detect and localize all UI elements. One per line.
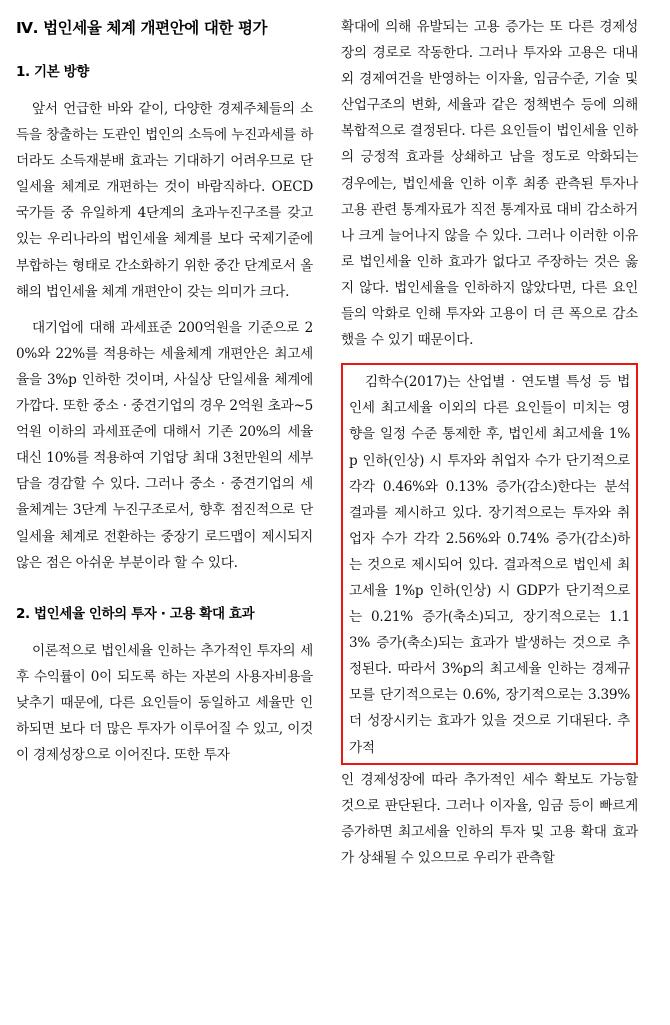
paragraph: 확대에 의해 유발되는 고용 증가는 또 다른 경제성장의 경로로 작동한다. 그러나 투자와 고용은 대내외 경제여건을 반영하는 이자율, 임금수준, 기술 및 산업구조의 변화, 세율과 같은 정책변수 등에 의해 복합적으로 결정된다. 다른 요인들이 법인세율 인하의 긍정적 효과를 상쇄하고 남을 정도로 악화되는 경우에는, 법인세율 인하 이후 최종 관측된 투자나 고용 관련 통계자료가 직전 통계자료 대비 감소하거나 크게 늘어나지 않을 수 있다. 그러나 이러한 이유로 법인세율 인하 효과가 없다고 주장하는 것은 옳지 않다. 법인세율을 인하하지 않았다면, 다른 요인들의 악화로 인해 투자와 고용이 더 큰 폭으로 감소했을 수 있기 때문이다. <box>341 19 638 349</box>
paragraph: 대기업에 대해 과세표준 200억원을 기준으로 20%와 22%를 적용하는 세율체계 개편안은 최고세율을 3%p 인하한 것이며, 사실상 단일세율 체계에 가깝다. 또한 중소 · 중견기업의 경우 2억원 초과~5억원 이하의 과세표준에 대해서 기존 20%의 세율 대신 10%를 적용하여 기업당 최대 3천만원의 세부담을 경감할 수 있다. 그러나 중소 · 중견기업의 세율체계는 3단계 누진구조로서, 향후 점진적으로 단일세율 체계로 전환하는 중장기 로드맵이 제시되지 않은 점은 아쉬운 부분이라 할 수 있다. <box>16 319 313 571</box>
left-column <box>16 14 313 1015</box>
paragraph: 인 경제성장에 따라 추가적인 세수 확보도 가능할 것으로 판단된다. 그러나 이자율, 임금 등이 빠르게 증가하면 최고세율 인하의 투자 및 고용 확대 효과가 상쇄될 수 있으므로 우리가 관측할 <box>341 771 638 866</box>
two-column-layout <box>16 14 654 1015</box>
paragraph: 이론적으로 법인세율 인하는 추가적인 투자의 세후 수익률이 0이 되도록 하는 자본의 사용자비용을 낮추기 때문에, 다른 요인들이 동일하고 세율만 인하되면 보다 더 많은 투자가 이루어질 수 있고, 이것이 경제성장으로 이어진다. 또한 투자 <box>16 642 313 764</box>
subsection-1-heading: 1. 기본 방향 <box>16 64 89 80</box>
page-title: Ⅳ. 법인세율 체계 개편안에 대한 평가 <box>16 19 268 37</box>
highlighted-passage-box <box>341 363 638 764</box>
right-column <box>341 14 638 1015</box>
paragraph: 김학수(2017)는 산업별 · 연도별 특성 등 법인세 최고세율 이외의 다른 요인들이 미치는 영향을 일정 수준 통제한 후, 법인세 최고세율 1%p 인하(인상) 시 투자와 취업자 수가 단기적으로 각각 0.46%와 0.13% 증가(감소)한다는 분석 결과를 제시하고 있다. 장기적으로는 투자와 취업자 수가 각각 2.56%와 0.74% 증가(감소)하는 것으로 제시되어 있다. 결과적으로 법인세 최고세율 1%p 인하(인상) 시 GDP가 단기적으로는 0.21% 증가(축소)되고, 장기적으로는 1.13% 증가(축소)되는 효과가 발생하는 것으로 추정된다. 따라서 3%p의 최고세율 인하는 경제규모를 단기적으로는 0.6%, 장기적으로는 3.39% 더 성장시키는 효과가 있을 것으로 기대된다. 추가적 <box>349 374 630 756</box>
subsection-2-heading: 2. 법인세율 인하의 투자 · 고용 확대 효과 <box>16 605 255 622</box>
paragraph: 앞서 언급한 바와 같이, 다양한 경제주체들의 소득을 창출하는 도관인 법인의 소득에 누진과세를 하더라도 소득재분배 효과는 기대하기 어려우므로 단일세율 체계로 개편하는 것이 바람직하다. OECD 국가들 중 유일하게 4단계의 초과누진구조를 갖고 있는 우리나라의 법인세율 체계를 보다 국제기준에 부합하는 형태로 간소화하기 위한 중간 단계로서 올해의 법인세율 체계 개편안이 갖는 의미가 크다. <box>16 101 313 300</box>
